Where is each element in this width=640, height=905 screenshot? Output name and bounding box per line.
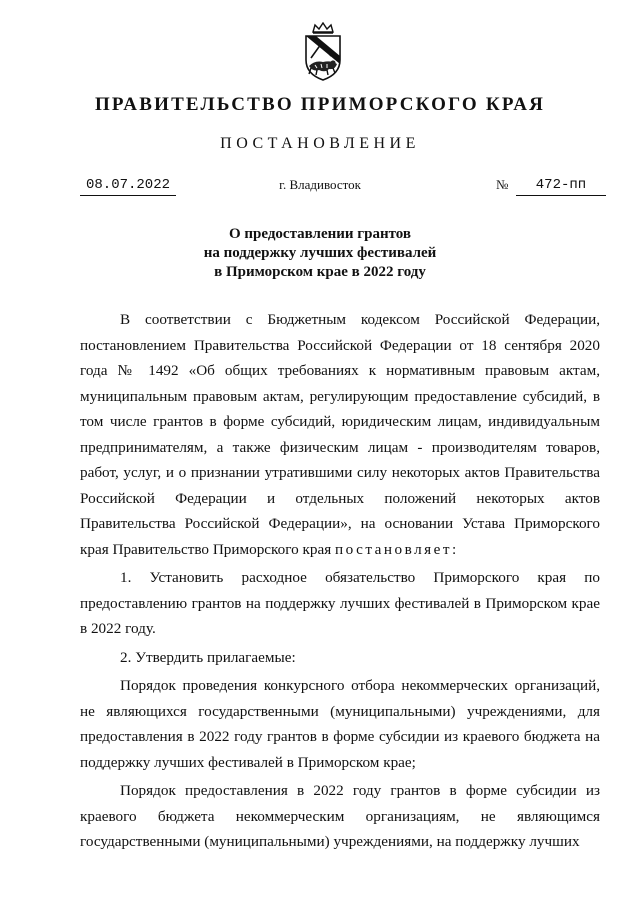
document-number: 472-пп (516, 175, 606, 196)
paragraph-grant-procedure: Порядок предоставления в 2022 году грантов в форме субсидии из краевого бюджета некоммерческим организациям, не являющимся государственными (муниципальными) учреждениями, на поддержку лучших (80, 782, 600, 850)
document-body (80, 307, 600, 855)
preamble-text: В соответствии с Бюджетным кодексом Российской Федерации, постановлением Правительства Российской Федерации от 18 сентября 2020 года № 1492 «Об общих требованиях к нормативным правовым актам, муниципальным правовым актам, регулирующим предоставление субсидий, в том числе грантов в форме субсидий, юридическим лицам, индивидуальным предпринимателям, а также физическим лицам - производителям товаров, работ, услуг, и о признании утратившими силу некоторых актов Правительства Российской Федерации и отдельных положений некоторых актов Правительства Российской Федерации», на основании Устава Приморского края Правительство Приморского края (80, 311, 600, 558)
document-subject (0, 225, 640, 282)
document-meta-row (0, 175, 640, 199)
paragraph-competition-procedure: Порядок проведения конкурсного отбора некоммерческих организаций, не являющихся государственными (муниципальными) учреждениями, для предоставления в 2022 году грантов в форме субсидии из краевого бюджета на поддержку лучших фестивалей в Приморском крае; (80, 677, 600, 771)
decree-word: постановляет: (334, 540, 459, 558)
document-date: 08.07.2022 (80, 175, 176, 196)
subject-line-1: О предоставлении грантов (228, 226, 411, 242)
paragraph-item-1: 1. Установить расходное обязательство Приморского края по предоставлению грантов на поддержку лучших фестивалей в Приморском крае в 2022 году. (80, 569, 600, 637)
document-city: г. Владивосток (279, 177, 361, 192)
paragraph-item-2: 2. Утвердить прилагаемые: (120, 648, 296, 666)
subject-line-2: на поддержку лучших фестивалей (203, 245, 437, 261)
document-number-label: № (496, 177, 509, 192)
government-title: ПРАВИТЕЛЬСТВО ПРИМОРСКОГО КРАЯ (94, 94, 546, 115)
paragraph-preamble (80, 307, 600, 562)
document-type: ПОСТАНОВЛЕНИЕ (220, 135, 420, 152)
subject-line-3: в Приморском крае в 2022 году (214, 264, 426, 280)
primorsky-krai-coat-of-arms-icon (299, 22, 347, 82)
